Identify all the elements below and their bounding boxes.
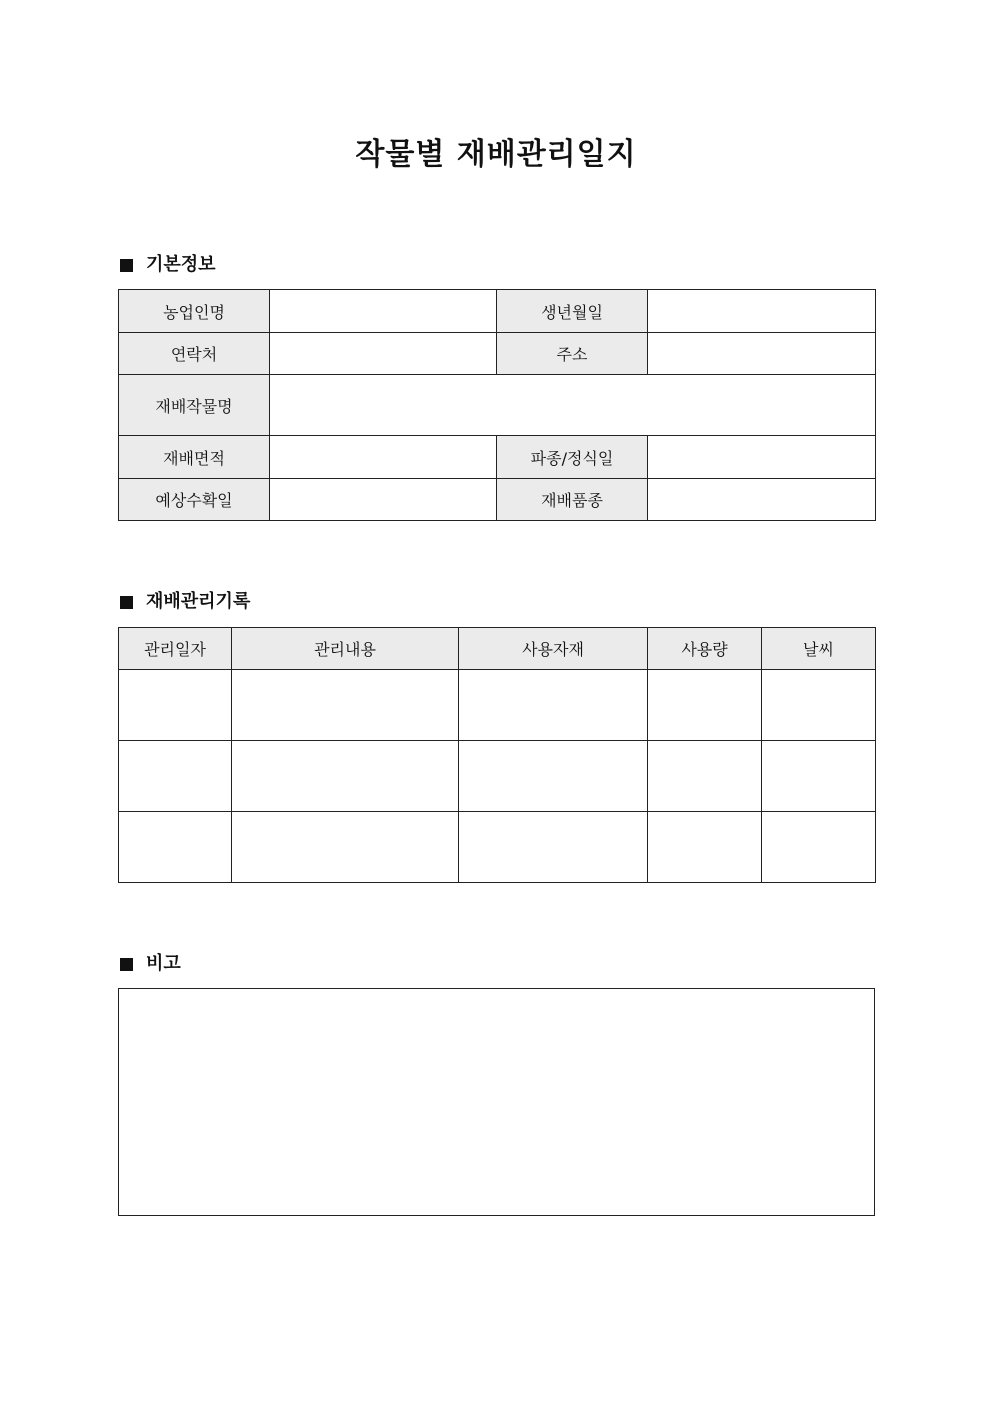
table-header-row [119,628,876,670]
birth-date-field[interactable] [648,290,876,333]
section-heading-label: 재배관리기록 [146,591,251,612]
document-title: 작물별 재배관리일지 [355,137,637,172]
section-heading-remarks [118,951,181,977]
section-heading-basic-info [118,252,216,278]
address-label: 주소 [497,333,648,375]
records-table [118,627,876,883]
column-header-date: 관리일자 [119,628,232,670]
table-row [119,436,876,479]
column-header-content: 관리내용 [232,628,459,670]
planting-date-field[interactable] [648,436,876,479]
table-row [119,479,876,521]
record-weather-cell[interactable] [762,741,876,812]
section-heading-label: 기본정보 [146,254,216,275]
variety-label: 재배품종 [497,479,648,521]
record-content-cell[interactable] [232,670,459,741]
planting-date-label: 파종/정식일 [497,436,648,479]
section-heading-label: 비고 [146,953,181,974]
square-bullet-icon [120,596,133,609]
harvest-date-field[interactable] [270,479,497,521]
area-field[interactable] [270,436,497,479]
record-content-cell[interactable] [232,741,459,812]
crop-name-label: 재배작물명 [119,375,270,436]
record-weather-cell[interactable] [762,812,876,883]
crop-name-field[interactable] [270,375,876,436]
record-date-cell[interactable] [119,741,232,812]
farm-name-field[interactable] [270,290,497,333]
record-content-cell[interactable] [232,812,459,883]
address-field[interactable] [648,333,876,375]
record-amount-cell[interactable] [648,812,762,883]
area-label: 재배면적 [119,436,270,479]
table-row [119,741,876,812]
remarks-field[interactable] [118,988,875,1216]
record-materials-cell[interactable] [459,670,648,741]
table-row [119,375,876,436]
record-materials-cell[interactable] [459,741,648,812]
table-row [119,812,876,883]
harvest-date-label: 예상수확일 [119,479,270,521]
birth-date-label: 생년월일 [497,290,648,333]
section-heading-records [118,589,250,615]
contact-label: 연락처 [119,333,270,375]
square-bullet-icon [120,259,133,272]
record-date-cell[interactable] [119,670,232,741]
record-amount-cell[interactable] [648,670,762,741]
record-weather-cell[interactable] [762,670,876,741]
basic-info-table [118,289,876,521]
column-header-materials: 사용자재 [459,628,648,670]
record-amount-cell[interactable] [648,741,762,812]
variety-field[interactable] [648,479,876,521]
table-row [119,670,876,741]
contact-field[interactable] [270,333,497,375]
farm-name-label: 농업인명 [119,290,270,333]
record-date-cell[interactable] [119,812,232,883]
table-row [119,333,876,375]
table-row [119,290,876,333]
column-header-weather: 날씨 [762,628,876,670]
square-bullet-icon [120,958,133,971]
column-header-amount: 사용량 [648,628,762,670]
record-materials-cell[interactable] [459,812,648,883]
